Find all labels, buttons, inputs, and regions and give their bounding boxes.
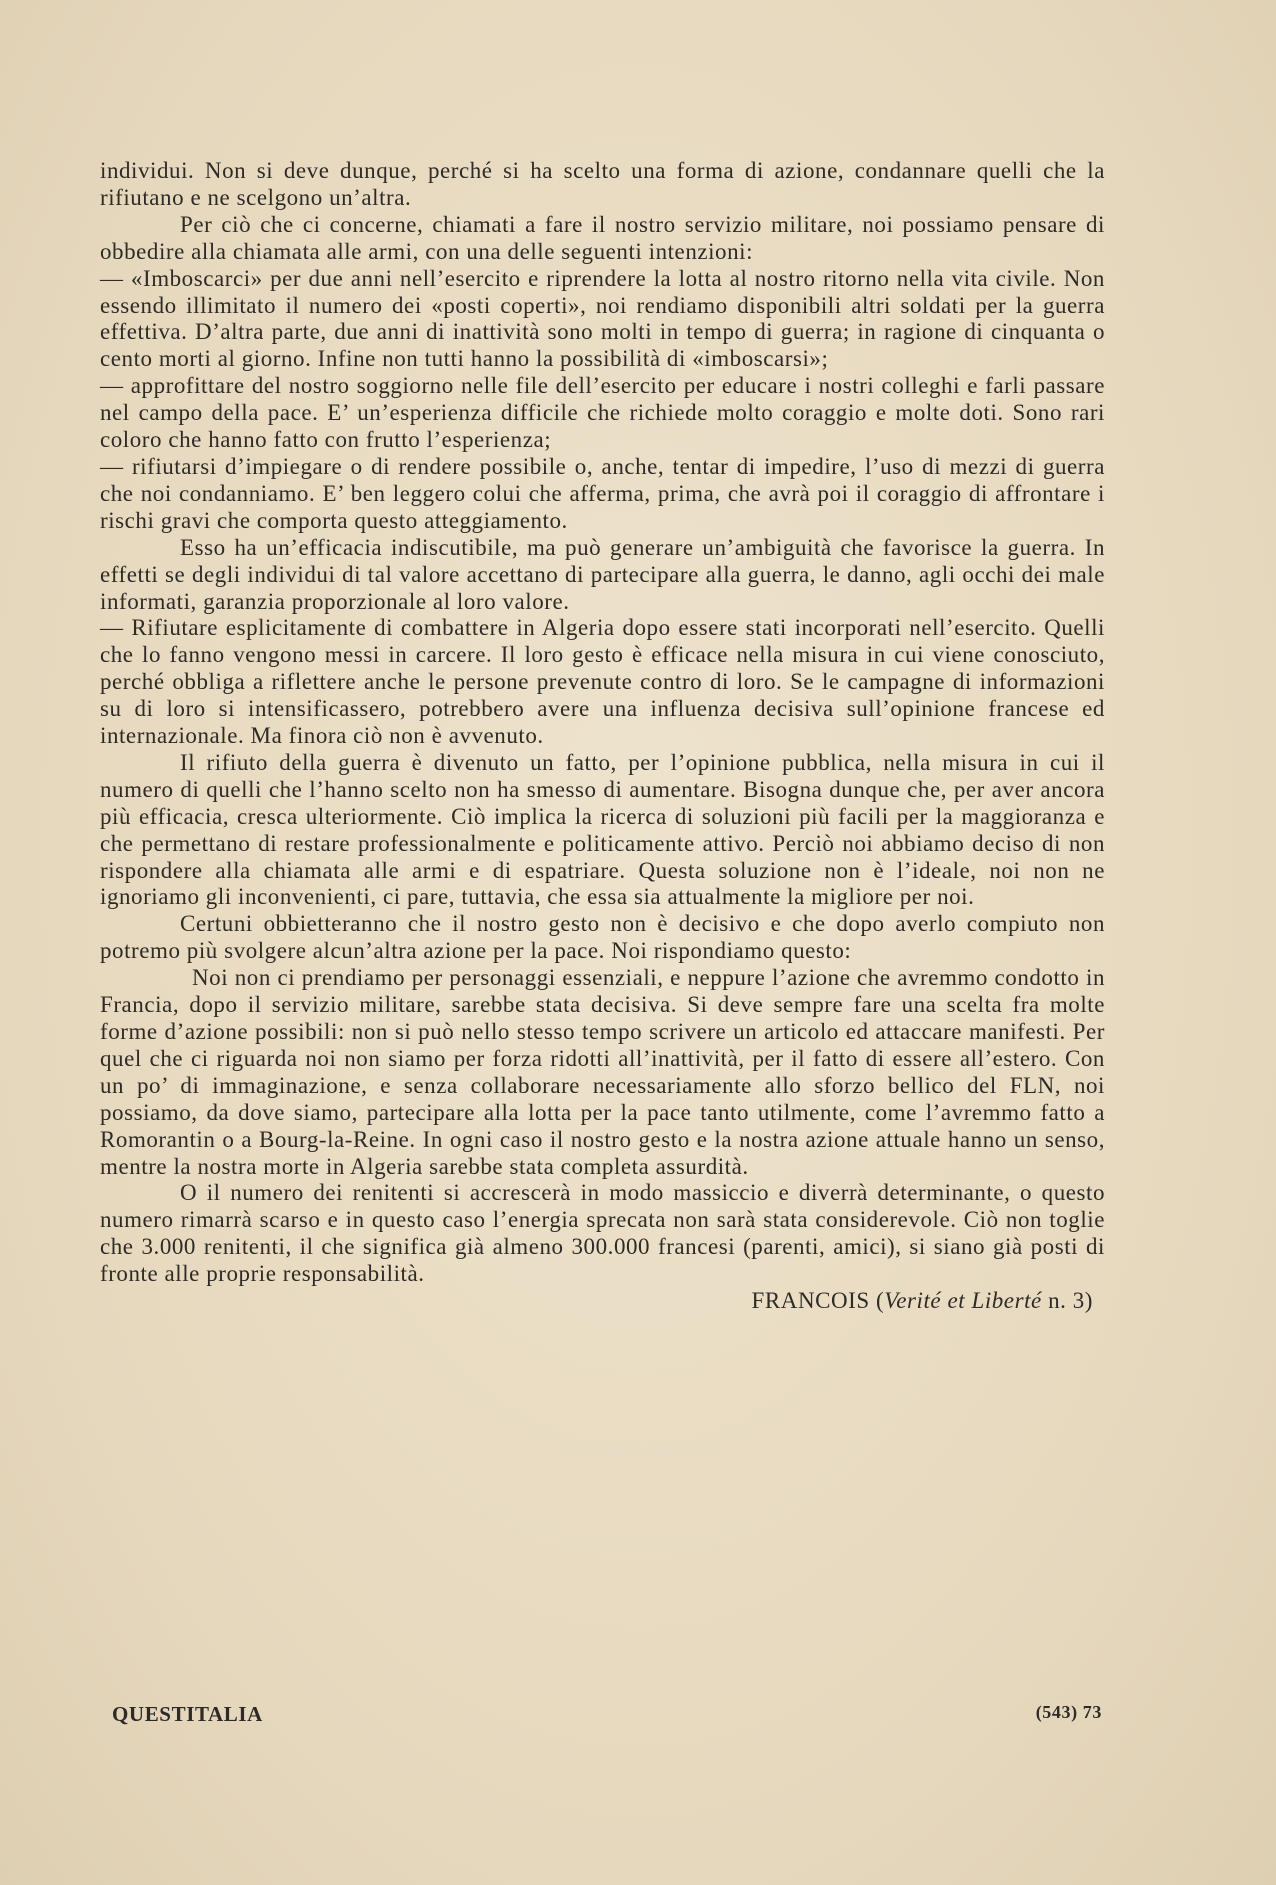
signature-open-paren: ( [876, 1288, 885, 1314]
article-body [100, 158, 1105, 1315]
signature-issue: n. 3) [1041, 1288, 1093, 1314]
paragraph-conclusione: O il numero dei renitenti si accrescerà in modo massiccio e diverrà determinante, o questo numero rimarrà scarso e in questo caso l’energia sprecata non sarà stata considerevole. Ciò non toglie che 3.000 renitenti, il che significa già almeno 300.000 francesi (parenti, amici), si siano già posti di fronte alle proprie responsabilità. [100, 1180, 1105, 1287]
paragraph-intro: Per ciò che ci concerne, chiamati a fare il nostro servizio militare, noi possiamo pensare di obbedire alla chiamata alle armi, con una delle seguenti intenzioni: [100, 211, 1105, 264]
journal-name: QUESTITALIA [112, 1702, 263, 1726]
page-footer [112, 1702, 1102, 1730]
option-rifiutare-algeria: — Rifiutare esplicitamente di combattere in Algeria dopo essere stati incorporati nell’esercito. Quelli che lo fanno vengono messi in carcere. Il loro gesto è efficace nella misura in cui viene conosciuto, perché obbliga a riflettere anche le persone prevenute contro di loro. Se le campagne di informazioni su di loro si intensificassero, potrebbero avere una influenza decisiva sull’opinione francese ed internazionale. Ma finora ciò non è avvenuto. [100, 615, 1105, 749]
paragraph-obbiezione: Certuni obbietteranno che il nostro gesto non è decisivo e che dopo averlo compiuto non potremo più svolgere alcun’altra azione per la pace. Noi rispondiamo questo: [100, 911, 1105, 964]
paragraph-rifiuto: Il rifiuto della guerra è divenuto un fatto, per l’opinione pubblica, nella misura in cui il numero di quelli che l’hanno scelto non ha smesso di aumentare. Bisogna dunque che, per aver ancora più efficacia, cresca ulteriormente. Ciò implica la ricerca di soluzioni più facili per la maggioranza e che permettano di restare professionalmente e politicamente attivo. Perciò noi abbiamo deciso di non rispondere alla chiamata alle armi e di espatriare. Questa soluzione non è l’ideale, noi non ne ignoriamo gli inconvenienti, ci pare, tuttavia, che essa sia attualmente la migliore per noi. [100, 749, 1105, 910]
signature-source: Verité et Liberté [884, 1288, 1042, 1314]
paragraph-risposta: Noi non ci prendiamo per personaggi essenziali, e neppure l’azione che avremmo condotto in Francia, dopo il servizio militare, sarebbe stata decisiva. Si deve sempre fare una scelta fra molte forme d’azione possibili: non si può nello stesso tempo scrivere un articolo ed attaccare manifesti. Per quel che ci riguarda noi non siamo per forza ridotti all’inattività, per il fatto di essere all’estero. Con un po’ di immaginazione, e senza collaborare necessariamente allo sforzo bellico del FLN, noi possiamo, da dove siamo, partecipare alla lotta per la pace tanto utilmente, come l’avremmo fatto a Romorantin o a Bourg-la-Reine. In ogni caso il nostro gesto e la nostra azione attuale hanno un senso, mentre la nostra morte in Algeria sarebbe stata completa assurdità. [100, 965, 1105, 1179]
signature-author: FRANCOIS [751, 1288, 870, 1314]
option-rifiutarsi: — rifiutarsi d’impiegare o di rendere possibile o, anche, tentar di impedire, l’uso di mezzi di guerra che noi condanniamo. E’ ben leggero colui che afferma, prima, che avrà poi il coraggio di affrontare i rischi gravi che comporta questo atteggiamento. [100, 453, 1105, 533]
paragraph-continuation: individui. Non si deve dunque, perché si ha scelto una forma di azione, condannare quelli che la rifiutano e ne scelgono un’altra. [100, 158, 1105, 210]
option-educare: — approfittare del nostro soggiorno nelle file dell’esercito per educare i nostri colleghi e farli passare nel campo della pace. E’ un’esperienza difficile che richiede molto coraggio e molte doti. Sono rari coloro che hanno fatto con frutto l’esperienza; [100, 373, 1105, 453]
paragraph-efficacia: Esso ha un’efficacia indiscutibile, ma può generare un’ambiguità che favorisce la guerra. In effetti se degli individui di tal valore accettano di partecipare alla guerra, le danno, agli occhi dei male informati, garanzia proporzionale al loro valore. [100, 534, 1105, 614]
option-imboscarsi: — «Imboscarci» per due anni nell’esercito e riprendere la lotta al nostro ritorno nella vita civile. Non essendo illimitato il numero dei «posti coperti», noi rendiamo disponibili altri soldati per la guerra effettiva. D’altra parte, due anni di inattività sono molti in tempo di guerra; in ragione di cinquanta o cento morti al giorno. Infine non tutti hanno la possibilità di «imboscarsi»; [100, 265, 1105, 372]
signature-line [100, 1288, 1105, 1315]
page-number: (543) 73 [1035, 1702, 1102, 1722]
